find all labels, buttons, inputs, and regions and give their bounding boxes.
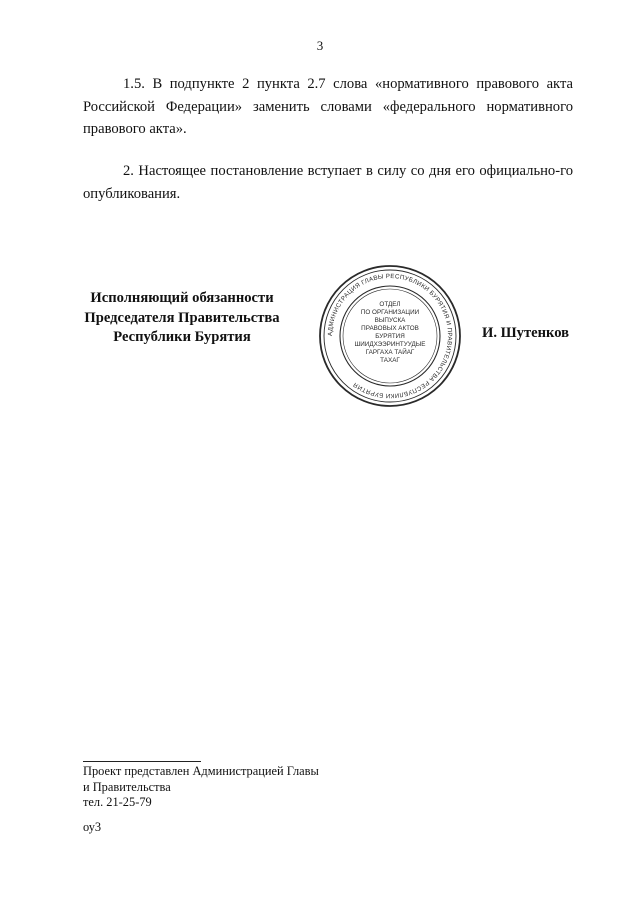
signatory-title [80,289,284,348]
seal-inner-line: ПРАВОВЫХ АКТОВ [361,325,419,332]
paragraph-amendment: 1.5. В подпункте 2 пункта 2.7 слова «нормативного правового акта Российской Федерации» заменить словами «федерального нормативного правового акта». [83,76,573,137]
seal-outer-text: АДМИНИСТРАЦИЯ ГЛАВЫ РЕСПУБЛИКИ БУРЯТИЯ И ПРАВИТЕЛЬСТВА РЕСПУБЛИКИ БУРЯТИЯ [326,272,454,400]
official-seal-stamp [317,263,463,409]
document-code: оу3 [83,820,102,834]
seal-inner-line: БУРЯТИЯ [375,333,405,340]
seal-inner-line: ПО ОРГАНИЗАЦИИ [360,309,420,316]
footnote-divider [83,761,201,762]
signatory-title-line: Председателя Правительства [84,309,280,326]
seal-inner-line: ОТДЕЛ [379,301,401,308]
footnote-line: и Правительства [83,779,171,794]
seal-inner-line: ГАРГАХА ТАЙАГ [365,349,415,356]
footnote [83,764,319,811]
seal-inner-line: ВЫПУСКА [374,317,406,324]
signatory-title-line: Исполняющий обязанности [90,290,274,306]
page-number: 3 [316,38,324,53]
signatory-name: И. Шутенков [482,325,570,341]
footnote-line: Проект представлен Администрацией Главы [83,764,319,778]
paragraph-effective-date: 2. Настоящее постановление вступает в силу со дня его официально-го опубликования. [83,163,573,202]
signatory-title-line: Республики Бурятия [113,329,251,345]
seal-inner-line: ШИИДХЭЭРИНТУУДЫЕ [354,341,426,348]
seal-inner-line: ТАХАГ [380,357,400,364]
footnote-line: тел. 21-25-79 [83,795,152,809]
